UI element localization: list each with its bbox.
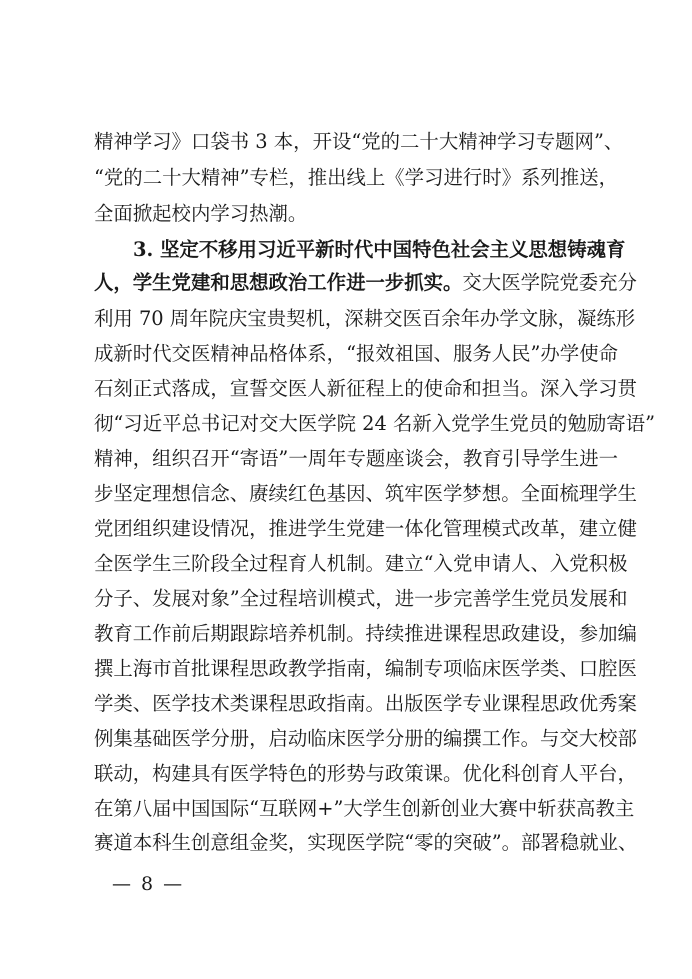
body-line-9: 分子、发展对象”全过程培训模式，进一步完善学生党员发展和 [94, 587, 628, 610]
body-line-3: 石刻正式落成，宣誓交医人新征程上的使命和担当。深入学习贯 [94, 377, 637, 400]
paragraph-line-1: 精神学习》口袋书 3 本，开设“党的二十大精神学习专题网”、 [94, 130, 624, 153]
body-line-1: 利用 70 周年院庆宝贵契机，深耕交医百余年办学文脉，凝练形 [94, 307, 636, 330]
body-line-16: 赛道本科生创意组金奖，实现医学院“零的突破”。部署稳就业、 [94, 831, 638, 854]
paragraph-line-2: “党的二十大精神”专栏，推出线上《学习进行时》系列推送， [94, 166, 618, 189]
section-heading-line-1: 3. 坚定不移用习近平新时代中国特色社会主义思想铸魂育 [133, 238, 626, 261]
body-line-14: 联动，构建具有医学特色的形势与政策课。优化科创育人平台， [94, 762, 637, 785]
paragraph-line-3: 全面掀起校内学习热潮。 [94, 202, 308, 225]
body-line-12: 学类、医学技术类课程思政指南。出版医学专业课程思政优秀案 [94, 692, 637, 715]
body-line-8: 全医学生三阶段全过程育人机制。建立“入党申请人、入党积极 [94, 552, 628, 575]
body-line-2: 成新时代交医精神品格体系，“报效祖国、服务人民”办学使命 [94, 342, 618, 365]
section-heading-line-2 [94, 271, 637, 295]
page-number: — 8 — [112, 873, 185, 895]
body-line-15: 在第八届中国国际“互联网+”大学生创新创业大赛中斩获高教主 [94, 797, 635, 820]
body-line-5: 精神，组织召开“寄语”一周年专题座谈会，教育引导学生进一 [94, 447, 618, 470]
body-line-10: 教育工作前后期跟踪培养机制。持续推进课程思政建设，参加编 [94, 622, 637, 645]
section-heading-continued-text: 交大医学院党委充分 [462, 271, 637, 294]
body-line-4: 彻“习近平总书记对交大医学院 24 名新入党学生党员的勉励寄语” [94, 412, 655, 435]
body-line-13: 例集基础医学分册，启动临床医学分册的编撰工作。与交大校部 [94, 727, 637, 750]
section-heading-bold-text: 人，学生党建和思想政治工作进一步抓实。 [94, 271, 463, 294]
body-line-11: 撰上海市首批课程思政教学指南，编制专项临床医学类、口腔医 [94, 657, 637, 680]
body-line-6: 步坚定理想信念、赓续红色基因、筑牢医学梦想。全面梳理学生 [94, 482, 637, 505]
body-line-7: 党团组织建设情况，推进学生党建一体化管理模式改革，建立健 [94, 517, 637, 540]
